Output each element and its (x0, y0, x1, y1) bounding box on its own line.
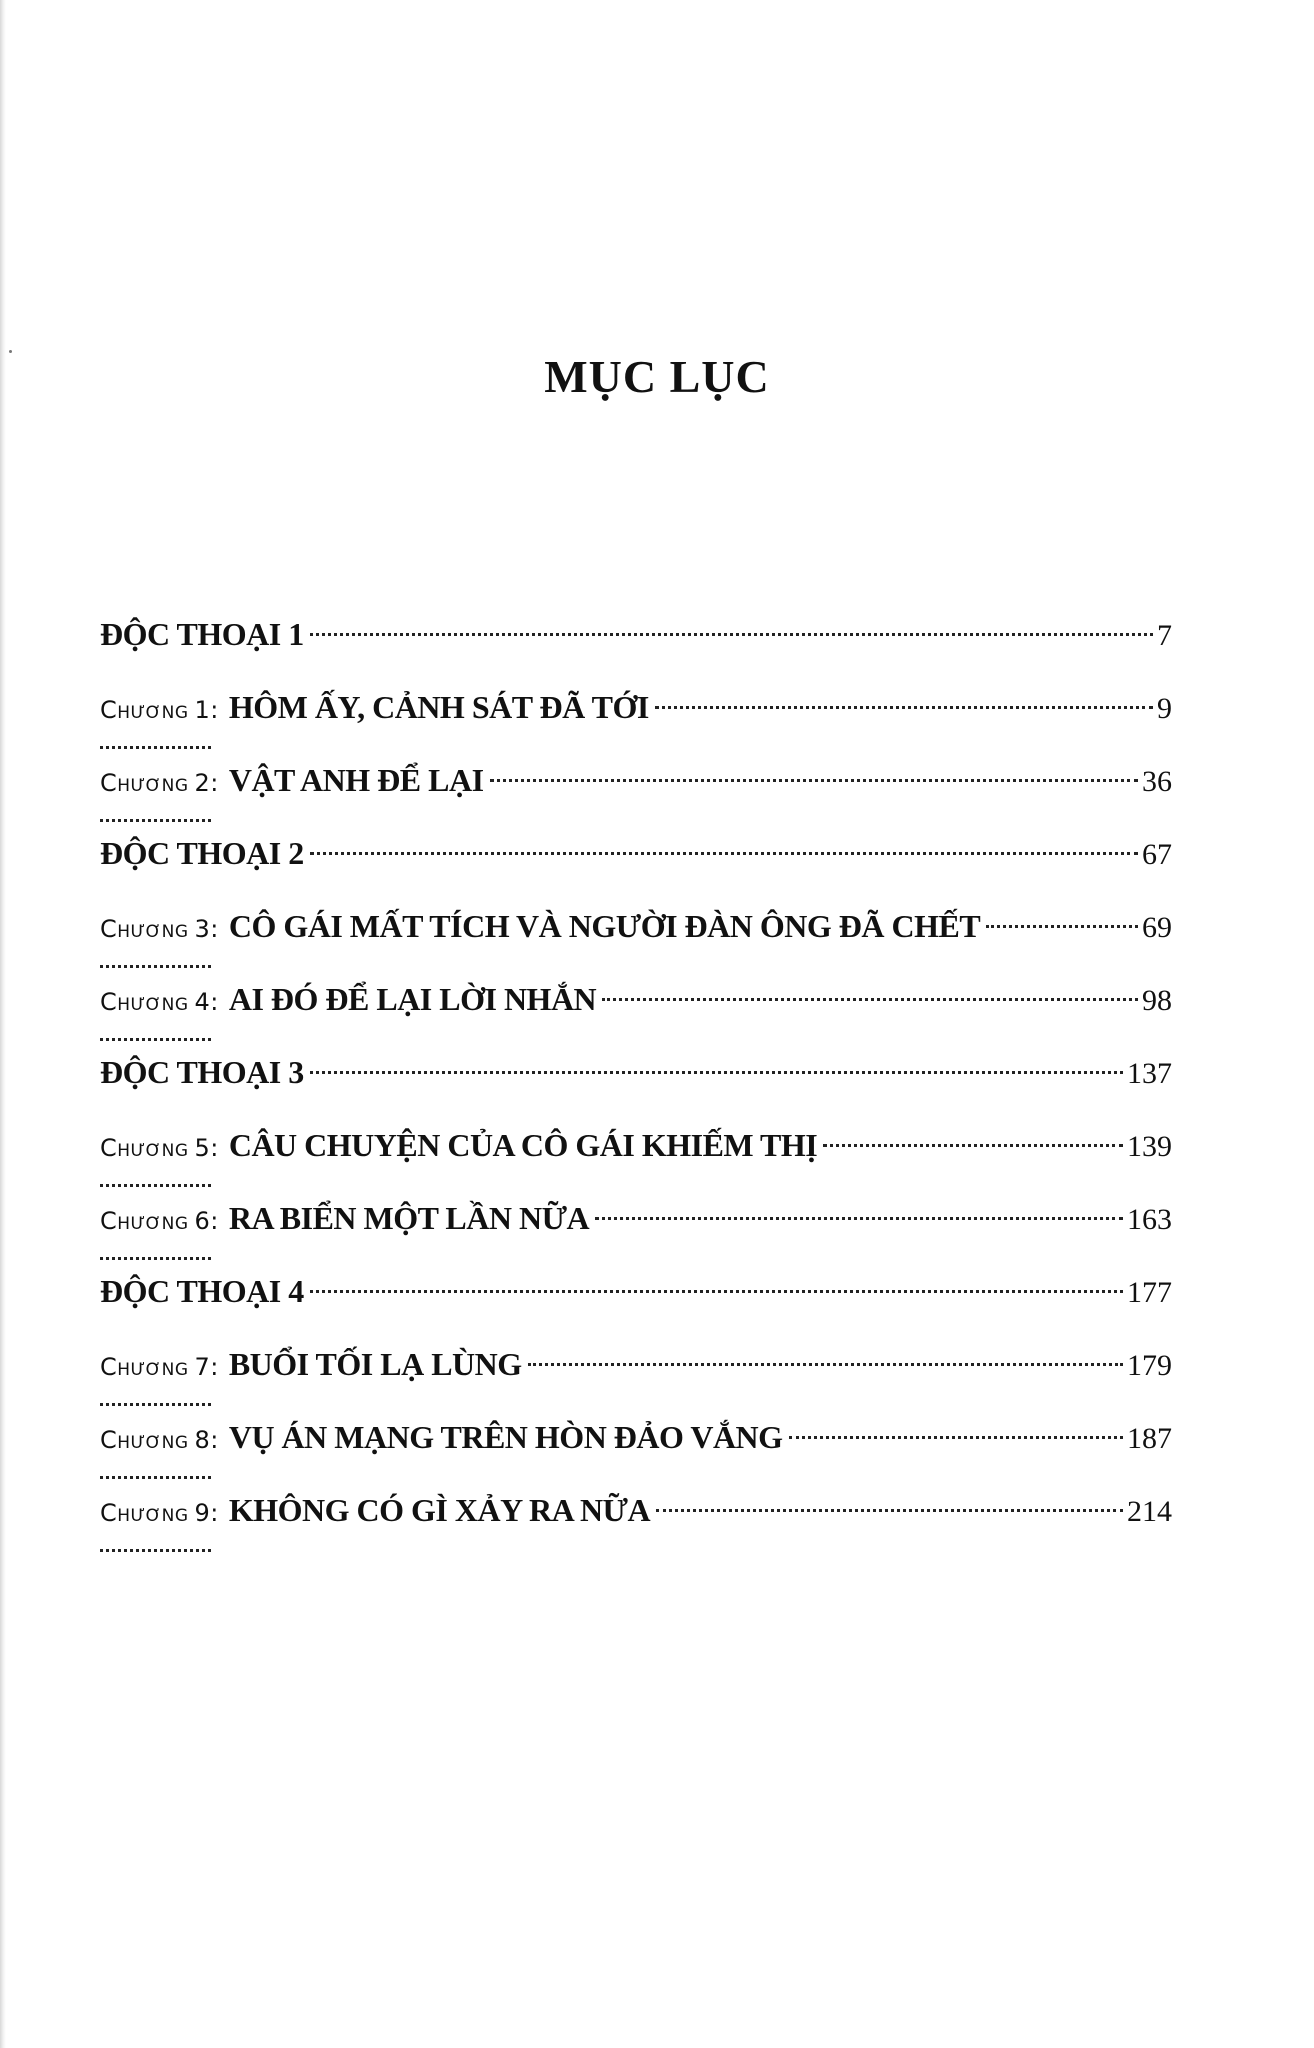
entry-title: AI ĐÓ ĐỂ LẠI LỜI NHẮN (228, 981, 597, 1017)
page-number: 69 (1142, 911, 1172, 944)
page-number: 177 (1127, 1276, 1172, 1309)
dot-leader (310, 633, 1153, 636)
dot-leader (595, 1217, 1123, 1220)
chapter-prefix: CHƯƠNG 4: (100, 980, 219, 1027)
toc-interlude-entry (100, 612, 1172, 685)
toc-entry-row (100, 977, 1172, 1027)
chapter-prefix: CHƯƠNG 7: (100, 1345, 219, 1392)
page-number: 7 (1157, 619, 1172, 652)
dot-leader (656, 1509, 1123, 1512)
entry-title: RA BIỂN MỘT LẦN NỮA (228, 1200, 590, 1236)
toc-entry-row (100, 1269, 1172, 1315)
toc-chapter-entry (100, 977, 1172, 1050)
dot-leader (528, 1363, 1123, 1366)
entry-title: KHÔNG CÓ GÌ XẢY RA NỮA (228, 1492, 651, 1528)
toc-entry-row (100, 685, 1172, 735)
page-number: 187 (1127, 1422, 1172, 1455)
dot-leader (602, 998, 1138, 1001)
page-number: 214 (1127, 1495, 1172, 1528)
entry-title: CÂU CHUYỆN CỦA CÔ GÁI KHIẾM THỊ (228, 1127, 818, 1163)
chapter-prefix: CHƯƠNG 8: (100, 1418, 219, 1465)
page-number: 98 (1142, 984, 1172, 1017)
page-number: 137 (1127, 1057, 1172, 1090)
dot-leader (490, 779, 1138, 782)
toc-chapter-entry (100, 1342, 1172, 1415)
chapter-prefix: CHƯƠNG 5: (100, 1126, 219, 1173)
dot-leader (310, 1290, 1123, 1293)
dot-leader (655, 706, 1153, 709)
toc-chapter-entry (100, 685, 1172, 758)
entry-title: ĐỘC THOẠI 2 (100, 835, 304, 871)
page-number: 36 (1142, 765, 1172, 798)
toc-entry-row (100, 904, 1172, 954)
dot-leader (789, 1436, 1123, 1439)
toc-interlude-entry (100, 1050, 1172, 1123)
chapter-prefix: CHƯƠNG 1: (100, 688, 219, 735)
page-number: 163 (1127, 1203, 1172, 1236)
entry-title: VỤ ÁN MẠNG TRÊN HÒN ĐẢO VẮNG (228, 1419, 783, 1455)
entry-title: HÔM ẤY, CẢNH SÁT ĐÃ TỚI (228, 689, 649, 725)
entry-title: ĐỘC THOẠI 3 (100, 1054, 304, 1090)
entry-title: BUỔI TỐI LẠ LÙNG (228, 1346, 522, 1382)
toc-entry-row (100, 831, 1172, 877)
chapter-prefix: CHƯƠNG 2: (100, 761, 219, 808)
toc-chapter-entry (100, 1488, 1172, 1561)
toc-entry-row (100, 1415, 1172, 1465)
toc-interlude-entry (100, 1269, 1172, 1342)
toc-entry-row (100, 612, 1172, 658)
page-number: 67 (1142, 838, 1172, 871)
table-of-contents (100, 612, 1172, 1561)
toc-chapter-entry (100, 1123, 1172, 1196)
toc-entry-row (100, 758, 1172, 808)
entry-title: ĐỘC THOẠI 1 (100, 616, 304, 652)
chapter-prefix: CHƯƠNG 3: (100, 907, 219, 954)
entry-title: CÔ GÁI MẤT TÍCH VÀ NGƯỜI ĐÀN ÔNG ĐÃ CHẾT (228, 908, 981, 944)
toc-entry-row (100, 1050, 1172, 1096)
page-number: 139 (1127, 1130, 1172, 1163)
entry-title: ĐỘC THOẠI 4 (100, 1273, 304, 1309)
toc-chapter-entry (100, 1196, 1172, 1269)
toc-entry-row (100, 1196, 1172, 1246)
entry-title: VẬT ANH ĐỂ LẠI (228, 762, 484, 798)
chapter-prefix: CHƯƠNG 6: (100, 1199, 219, 1246)
page-number: 9 (1157, 692, 1172, 725)
toc-chapter-entry (100, 904, 1172, 977)
toc-entry-row (100, 1342, 1172, 1392)
toc-entry-row (100, 1488, 1172, 1538)
page-title: MỤC LỤC (544, 351, 770, 402)
toc-chapter-entry (100, 1415, 1172, 1488)
dot-leader (986, 925, 1138, 928)
page-edge-shadow (0, 0, 6, 2048)
dot-leader (310, 1071, 1123, 1074)
page-number: 179 (1127, 1349, 1172, 1382)
toc-chapter-entry (100, 758, 1172, 831)
chapter-prefix: CHƯƠNG 9: (100, 1491, 219, 1538)
toc-interlude-entry (100, 831, 1172, 904)
dot-leader (823, 1144, 1123, 1147)
dot-leader (310, 852, 1138, 855)
toc-entry-row (100, 1123, 1172, 1173)
